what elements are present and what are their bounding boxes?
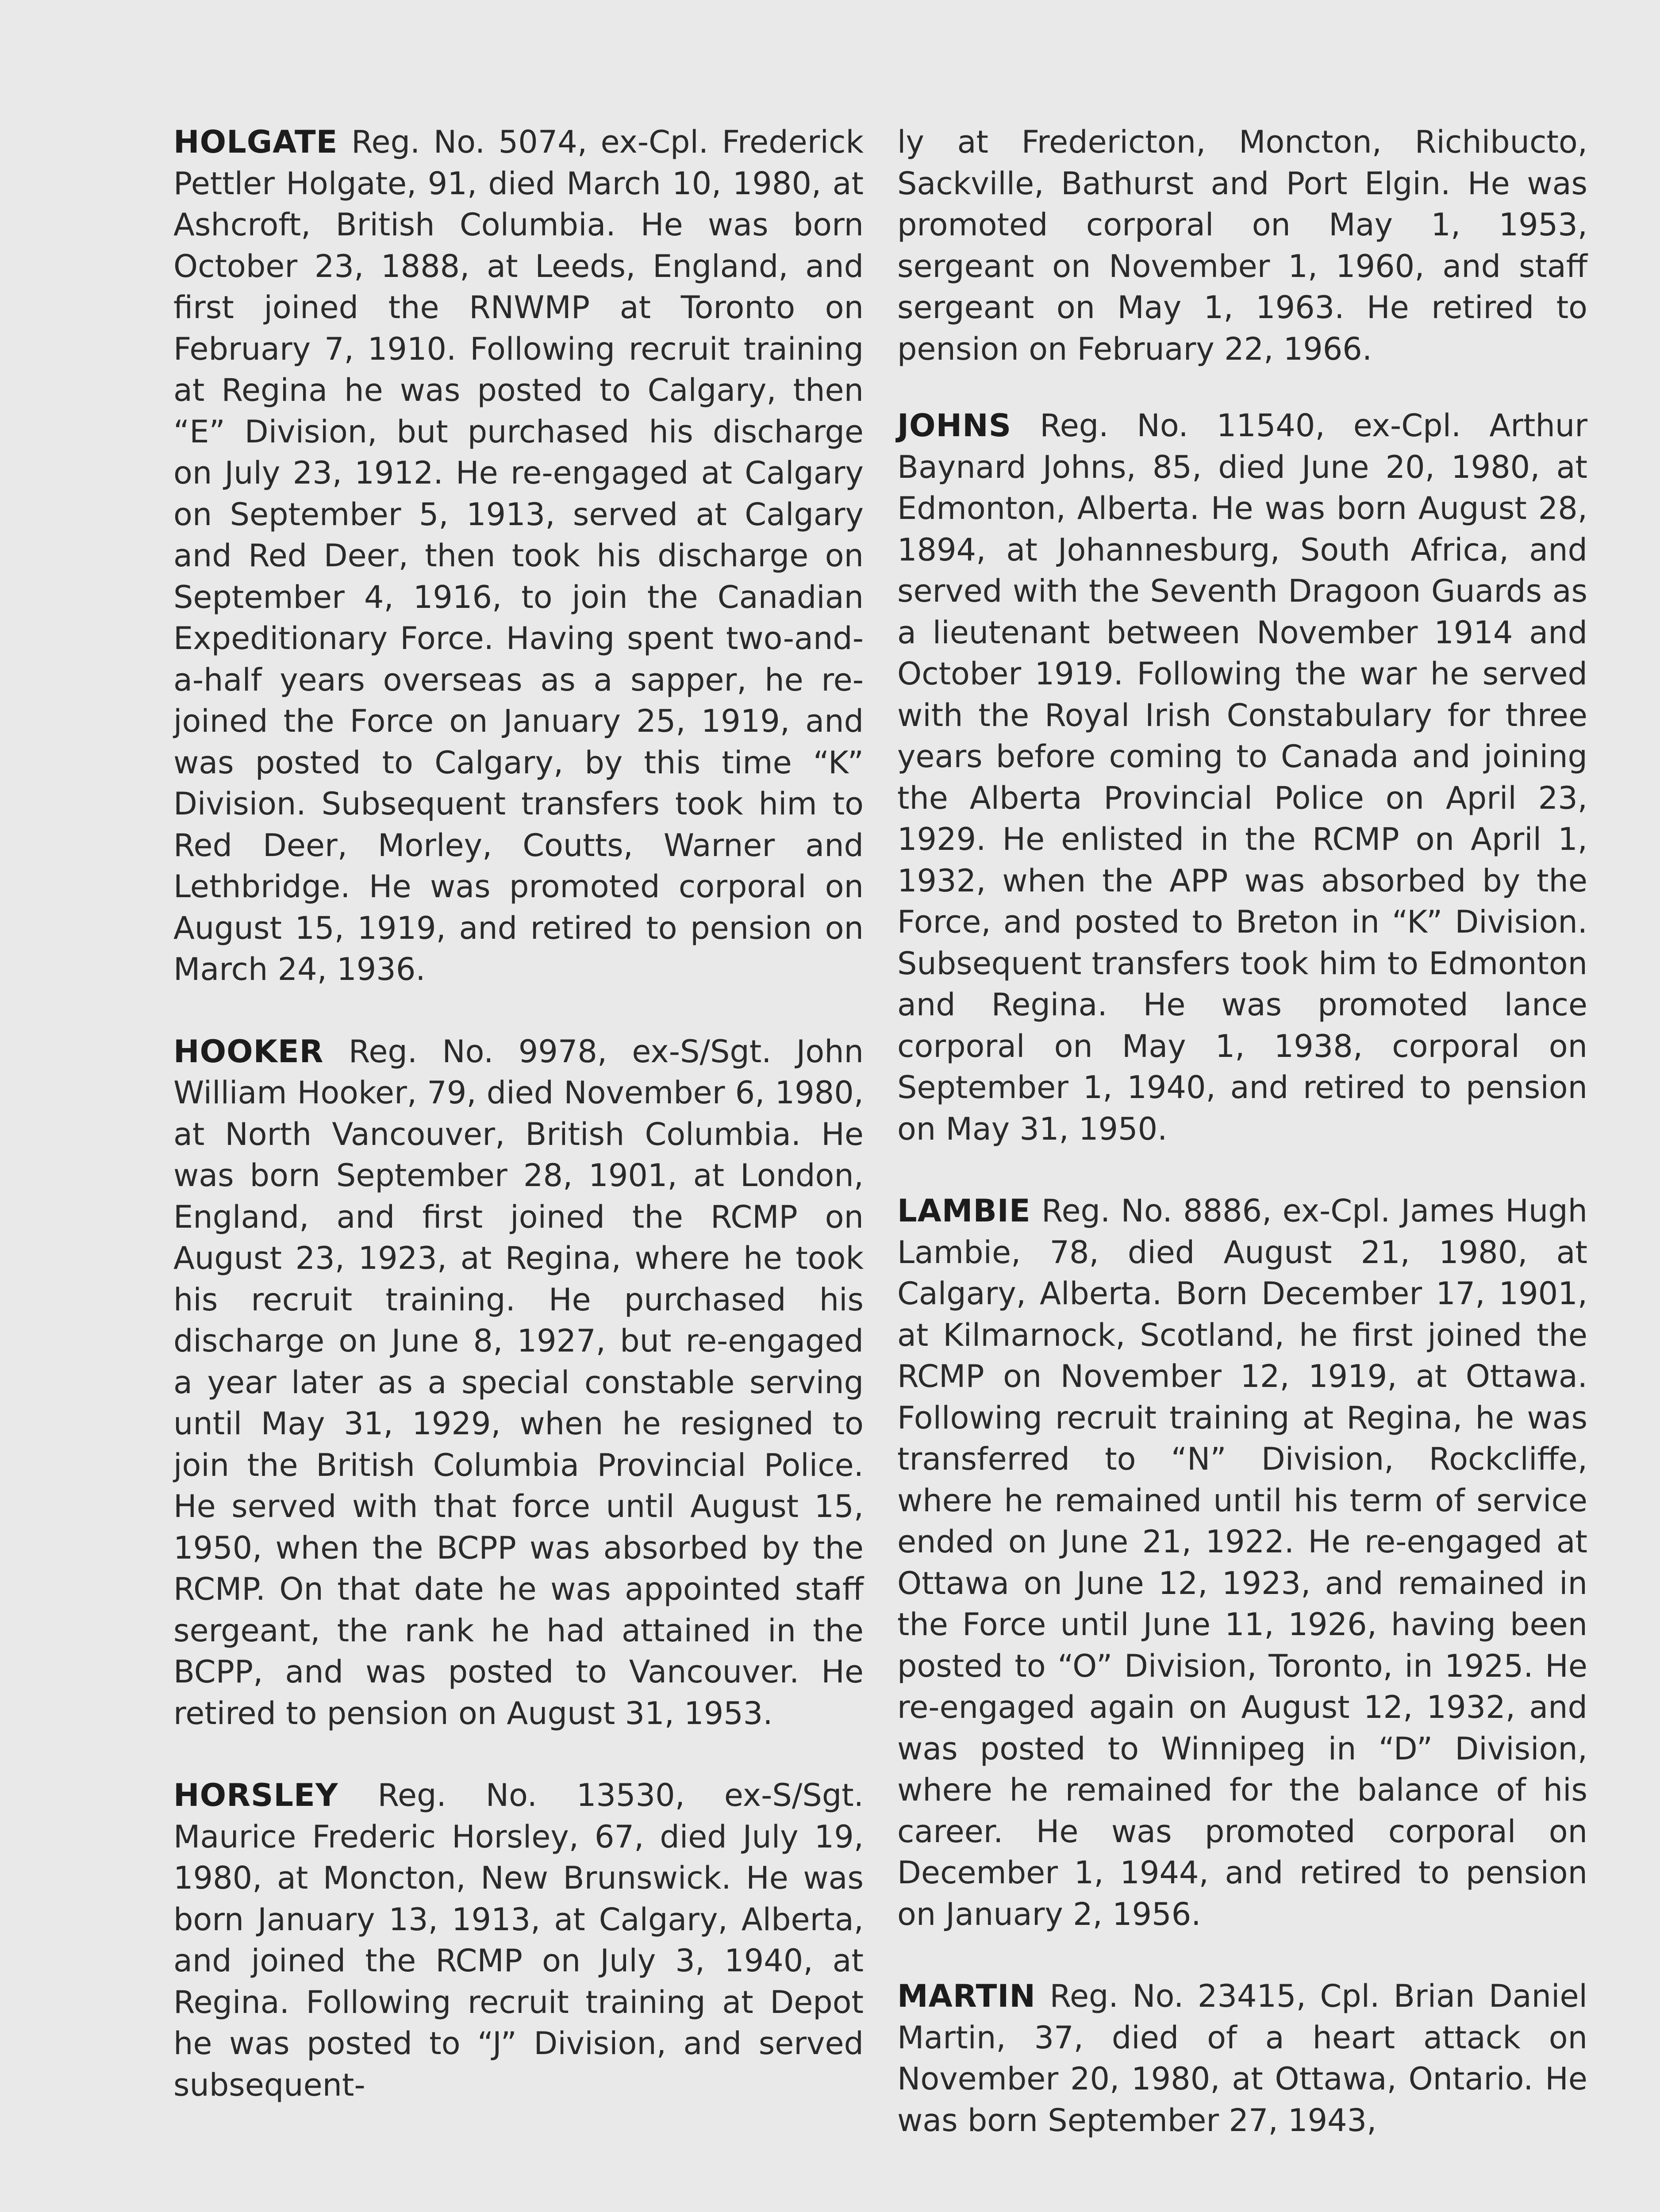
entry-text: Reg. No. 13530, ex-S/Sgt. Maurice Frederic Horsley, 67, died July 19, 1980, at Moncton, New Brunswick. He was born January 13, 1913, at Calgary, Alberta, and joined the RCMP on July 3, 1940, at Regina. Following recruit training at Depot he was posted to “J” Division, and served subsequent-: [173, 1777, 864, 2103]
entry-text: Reg. No. 9978, ex-S/Sgt. John William Hooker, 79, died November 6, 1980, at North Vancouver, British Columbia. He was born September 28, 1901, at London, England, and first joined the RCMP on August 23, 1923, at Regina, where he took his recruit training. He purchased his discharge on June 8, 1927, but re-engaged a year later as a special constable serving until May 31, 1929, when he resigned to join the British Columbia Provincial Police. He served with that force until August 15, 1950, when the BCPP was absorbed by the RCMP. On that date he was appointed staff sergeant, the rank he had attained in the BCPP, and was posted to Vancouver. He retired to pension on August 31, 1953.: [173, 1033, 864, 1732]
obituary-entry-continued: [897, 122, 1587, 370]
left-column: [173, 122, 864, 2147]
obituary-entry: [173, 1031, 864, 1735]
entry-text: Reg. No. 8886, ex-Cpl. James Hugh Lambie, 78, died August 21, 1980, at Calgary, Alberta. Born December 17, 1901, at Kilmarnock, Scotland, he first joined the RCMP on November 12, 1919, at Ottawa. Following recruit training at Regina, he was transferred to “N” Division, Rockcliffe, where he remained until his term of service ended on June 21, 1922. He re-engaged at Ottawa on June 12, 1923, and remained in the Force until June 11, 1926, having been posted to “O” Division, Toronto, in 1925. He re-engaged again on August 12, 1932, and was posted to Winnipeg in “D” Division, where he remained for the balance of his career. He was promoted corporal on December 1, 1944, and retired to pension on January 2, 1956.: [897, 1193, 1587, 1932]
obituary-entry: [173, 1775, 864, 2106]
entry-surname: HOLGATE: [173, 124, 338, 160]
entry-text: ly at Fredericton, Moncton, Richibucto, Sackville, Bathurst and Port Elgin. He was promoted corporal on May 1, 1953, sergeant on November 1, 1960, and staff sergeant on May 1, 1963. He retired to pension on February 22, 1966.: [897, 124, 1587, 367]
entry-surname: JOHNS: [897, 407, 1012, 444]
entry-text: Reg. No. 23415, Cpl. Brian Daniel Martin, 37, died of a heart attack on November 20, 1980, at Ottawa, Ontario. He was born September 27, 1943,: [897, 1978, 1587, 2139]
entry-surname: MARTIN: [897, 1978, 1036, 2014]
entry-text: Reg. No. 11540, ex-Cpl. Arthur Baynard Johns, 85, died June 20, 1980, at Edmonton, Alberta. He was born August 28, 1894, at Johannesburg, South Africa, and served with the Seventh Dragoon Guards as a lieutenant between November 1914 and October 1919. Following the war he served with the Royal Irish Constabulary for three years before coming to Canada and joining the Alberta Provincial Police on April 23, 1929. He enlisted in the RCMP on April 1, 1932, when the APP was absorbed by the Force, and posted to Breton in “K” Division. Subsequent transfers took him to Edmonton and Regina. He was promoted lance corporal on May 1, 1938, corporal on September 1, 1940, and retired to pension on May 31, 1950.: [897, 407, 1587, 1147]
obituary-entry: [173, 122, 864, 991]
obituary-entry: [897, 405, 1587, 1150]
entry-surname: LAMBIE: [897, 1193, 1031, 1229]
entry-surname: HORSLEY: [173, 1777, 338, 1813]
right-column: [897, 122, 1587, 2182]
entry-surname: HOOKER: [173, 1033, 324, 1070]
obituary-entry: [897, 1190, 1587, 1935]
obituary-entry: [897, 1976, 1587, 2141]
entry-text: Reg. No. 5074, ex-Cpl. Frederick Pettler Holgate, 91, died March 10, 1980, at Ashcroft, British Columbia. He was born October 23, 1888, at Leeds, England, and first joined the RNWMP at Toronto on February 7, 1910. Following recruit training at Regina he was posted to Calgary, then “E” Division, but purchased his discharge on July 23, 1912. He re-engaged at Calgary on September 5, 1913, served at Calgary and Red Deer, then took his discharge on September 4, 1916, to join the Canadian Expeditionary Force. Having spent two-and-a-half years overseas as a sapper, he re-joined the Force on January 25, 1919, and was posted to Calgary, by this time “K” Division. Subsequent transfers took him to Red Deer, Morley, Coutts, Warner and Lethbridge. He was promoted corporal on August 15, 1919, and retired to pension on March 24, 1936.: [173, 124, 864, 987]
